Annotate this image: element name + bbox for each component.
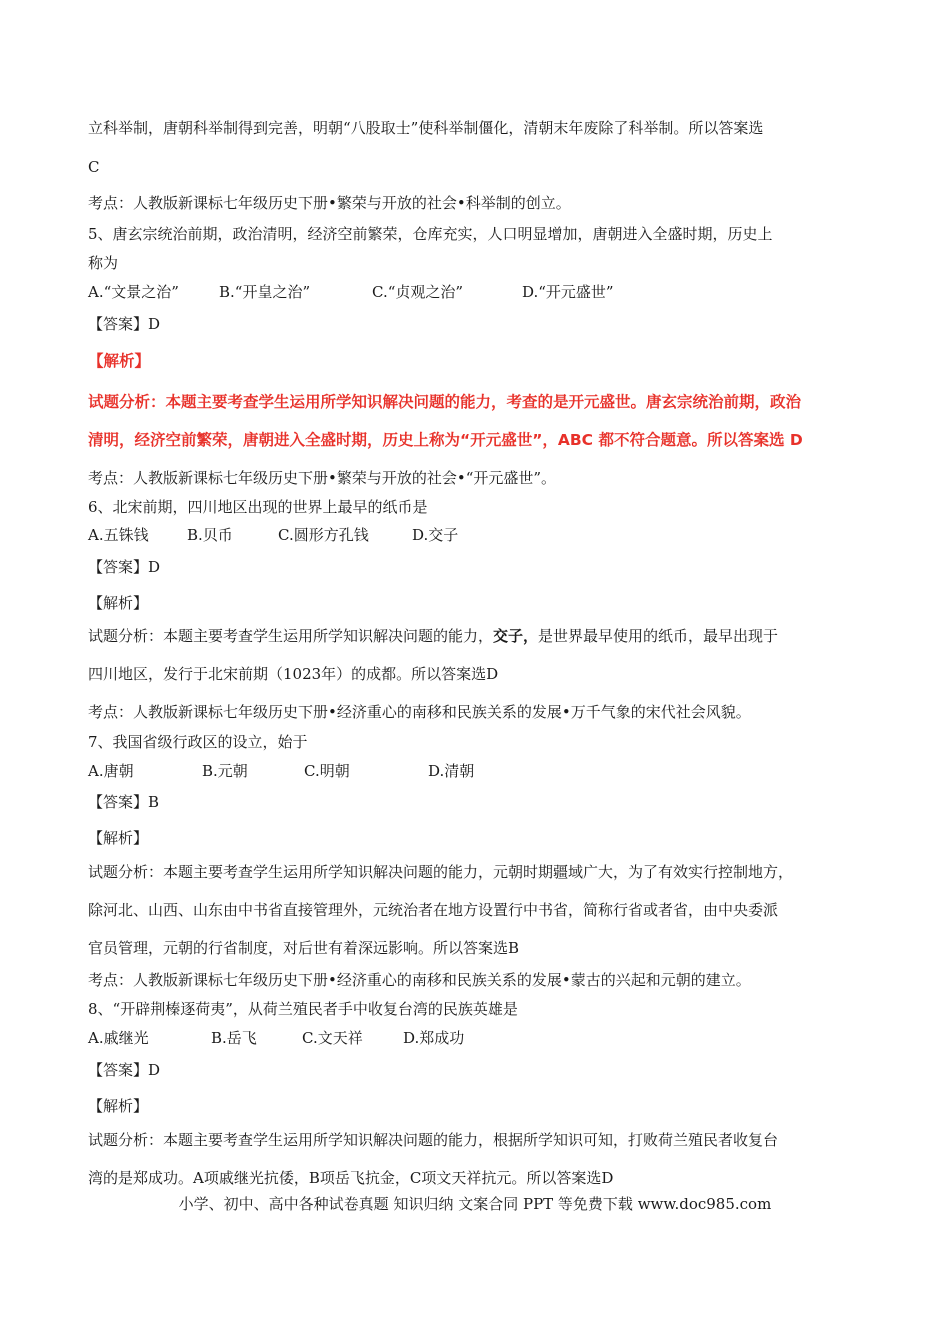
question-6-analysis-continued: 四川地区，发行于北宋前期（1023年）的成都。所以答案选D: [88, 665, 499, 683]
question-5-answer: 【答案】D: [88, 315, 161, 333]
question-8-analysis: 试题分析：本题主要考查学生运用所学知识解决问题的能力，根据所学知识可知，打败荷兰殖民者收复台: [88, 1131, 779, 1149]
question-7-kaodian: 考点：人教版新课标七年级历史下册•经济重心的南移和民族关系的发展•蒙古的兴起和元朝的建立。: [88, 971, 751, 989]
question-5-options: [88, 282, 614, 302]
question-6-answer: 【答案】D: [88, 558, 161, 576]
question-5-jiexi-heading: 【解析】: [88, 352, 151, 370]
page-footer: 小学、初中、高中各种试卷真题 知识归纳 文案合同 PPT 等免费下载 www.doc985.com: [178, 1195, 772, 1213]
question-7-stem: 7、我国省级行政区的设立，始于: [88, 733, 308, 751]
option-d: D.“开元盛世”: [522, 283, 614, 301]
question-8-jiexi-heading: 【解析】: [88, 1097, 149, 1115]
analysis-emphasis: 交子，: [493, 627, 539, 645]
question-6-kaodian: 考点：人教版新课标七年级历史下册•经济重心的南移和民族关系的发展•万千气象的宋代社会风貌。: [88, 703, 751, 721]
question-7-answer: 【答案】B: [88, 793, 160, 811]
question-5-analysis: 试题分析：本题主要考查学生运用所学知识解决问题的能力，考查的是开元盛世。唐玄宗统治前期，政治: [88, 393, 802, 411]
option-c: C.明朝: [304, 762, 350, 780]
option-a: A.“文景之治”: [88, 283, 179, 301]
option-a: A.五铢钱: [88, 526, 149, 544]
option-c: C.“贞观之治”: [372, 283, 464, 301]
question-8-stem: 8、“开辟荆榛逐荷夷”，从荷兰殖民者手中收复台湾的民族英雄是: [88, 1000, 518, 1018]
option-a: A.戚继光: [88, 1029, 149, 1047]
option-b: B.元朝: [202, 762, 248, 780]
question-7-analysis-continued: 除河北、山西、山东由中书省直接管理外，元统治者在地方设置行中书省，简称行省或者省，由中央委派: [88, 901, 779, 919]
question-5-stem: 5、唐玄宗统治前期，政治清明，经济空前繁荣，仓库充实，人口明显增加，唐朝进入全盛时期，历史上: [88, 225, 773, 243]
question-6-analysis: [88, 626, 778, 646]
question-7-options: [88, 761, 474, 781]
question-7-analysis-continued: 官员管理，元朝的行省制度，对后世有着深远影响。所以答案选B: [88, 939, 520, 957]
question-6-jiexi-heading: 【解析】: [88, 594, 149, 612]
analysis-text: 是世界最早使用的纸币，最早出现于: [538, 627, 779, 645]
analysis-text: 试题分析：本题主要考查学生运用所学知识解决问题的能力，: [88, 627, 494, 645]
question-8-answer: 【答案】D: [88, 1061, 161, 1079]
option-d: D.清朝: [428, 762, 475, 780]
option-b: B.贝币: [187, 526, 233, 544]
option-b: B.岳飞: [211, 1029, 257, 1047]
paragraph-line: 立科举制，唐朝科举制得到完善，明朝“八股取士”使科举制僵化，清朝末年废除了科举制。所以答案选: [88, 119, 764, 137]
question-5-stem-continued: 称为: [88, 254, 119, 272]
question-5-analysis-continued: 清明，经济空前繁荣，唐朝进入全盛时期，历史上称为“开元盛世”，ABC 都不符合题意。所以答案选 D: [88, 431, 803, 449]
question-5-kaodian: 考点：人教版新课标七年级历史下册•繁荣与开放的社会•“开元盛世”。: [88, 469, 557, 487]
question-7-jiexi-heading: 【解析】: [88, 829, 149, 847]
kaodian-line: 考点：人教版新课标七年级历史下册•繁荣与开放的社会•科举制的创立。: [88, 194, 571, 212]
question-6-stem: 6、北宋前期，四川地区出现的世界上最早的纸币是: [88, 498, 428, 516]
option-b: B.“开皇之治”: [219, 283, 311, 301]
question-7-analysis: 试题分析：本题主要考查学生运用所学知识解决问题的能力，元朝时期疆域广大，为了有效实行控制地方，: [88, 863, 794, 881]
option-c: C.文天祥: [302, 1029, 363, 1047]
option-d: D.郑成功: [403, 1029, 465, 1047]
question-8-analysis-continued: 湾的是郑成功。A项戚继光抗倭，B项岳飞抗金，C项文天祥抗元。所以答案选D: [88, 1169, 614, 1187]
question-6-options: [88, 525, 458, 545]
option-a: A.唐朝: [88, 762, 134, 780]
paragraph-line: C: [88, 158, 100, 176]
option-d: D.交子: [412, 526, 459, 544]
option-c: C.圆形方孔钱: [278, 526, 369, 544]
question-8-options: [88, 1028, 464, 1048]
